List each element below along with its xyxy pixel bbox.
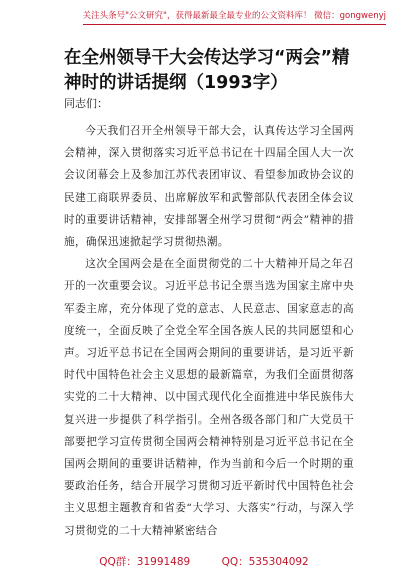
footer-qq: QQ：535304092 (221, 556, 309, 568)
salutation: 同志们： (64, 97, 108, 110)
footer-qq-group: QQ群：31991489 (99, 556, 191, 568)
top-banner: 关注头条号"公文研究"，获得最新最全最专业的公文资料库！ 微信：gongwenyj (83, 10, 386, 25)
document-title: 在全州领导干大会传达学习“两会”精神时的讲话提纲（1993字） (64, 48, 350, 93)
paragraph-2: 这次全国两会是在全面贯彻党的二十大精神开局之年召开的一次重要会议。习近平总书记全票当选为国家主席中央军委主席，充分体现了党的意志、人民意志、国家意志的高度统一，全面反映了全党全军全国各族人民的共同愿望和心声。习近平总书记在全国两会期间的重要讲话，是习近平新时代中国特色社会主义思想的最新篇章，为我们全面贯彻落实党的二十大精神、以中国式现代化全面推进中华民族伟大复兴进一步提供了科学指引。全州各级各部门和广大党员干部要把学习宣传贯彻全国两会精神特别是习近平总书记在全国两会期间的重要讲话精神，作为当前和今后一个时期的重要政治任务，结合开展学习贯彻习近平新时代中国特色社会主义思想主题教育和省委“大学习、大落实”行动，与深入学习贯彻党的二十大精神紧密结合 (64, 258, 354, 537)
document-body (64, 120, 354, 542)
paragraph-1: 今天我们召开全州领导干部大会，认真传达学习全国两会精神，深入贯彻落实习近平总书记在十四届全国人大一次会议闭幕会上及参加江苏代表团审议、看望参加政协会议的民建工商联界委员、出席解放军和武警部队代表团全体会议时的重要讲话精神，安排部署全州学习贯彻“两会”精神的措施，确保迅速掀起学习贯彻热潮。 (64, 125, 354, 249)
footer-contact (0, 555, 408, 569)
